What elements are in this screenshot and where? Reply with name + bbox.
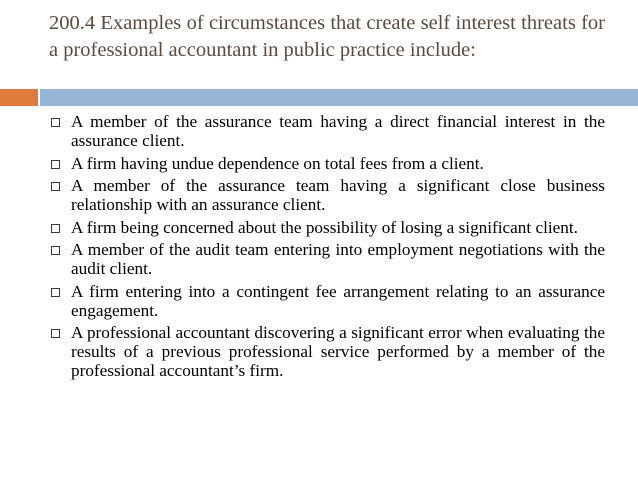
bullet-list bbox=[49, 112, 605, 384]
list-item bbox=[49, 240, 605, 278]
hollow-square-bullet-icon bbox=[51, 246, 60, 255]
bullet-text: A firm having undue dependence on total fees from a client. bbox=[71, 153, 484, 173]
list-item bbox=[49, 282, 605, 320]
hollow-square-bullet-icon bbox=[51, 329, 60, 338]
bullet-text: A firm being concerned about the possibility of losing a significant client. bbox=[71, 217, 578, 237]
divider-accent-bar bbox=[0, 89, 38, 106]
list-item bbox=[49, 112, 605, 150]
hollow-square-bullet-icon bbox=[51, 224, 60, 233]
hollow-square-bullet-icon bbox=[51, 160, 60, 169]
bullet-text: A member of the assurance team having a significant close business relationship with an assurance client. bbox=[71, 176, 605, 214]
list-item bbox=[49, 323, 605, 380]
bullet-text: A member of the assurance team having a direct financial interest in the assurance client. bbox=[71, 112, 605, 150]
list-item bbox=[49, 154, 605, 173]
bullet-text: A professional accountant discovering a significant error when evaluating the results of a previous professional service performed by a member of the professional accountant’s firm. bbox=[71, 323, 605, 380]
bullet-text: A member of the audit team entering into employment negotiations with the audit client. bbox=[71, 240, 605, 278]
slide-title: 200.4 Examples of circumstances that create self interest threats for a professional accountant in public practice include: bbox=[49, 12, 605, 61]
hollow-square-bullet-icon bbox=[51, 288, 60, 297]
hollow-square-bullet-icon bbox=[51, 182, 60, 191]
list-item bbox=[49, 176, 605, 214]
list-item bbox=[49, 218, 605, 237]
divider-blue-bar bbox=[40, 89, 638, 106]
bullet-text: A firm entering into a contingent fee arrangement relating to an assurance engagement. bbox=[71, 281, 605, 320]
hollow-square-bullet-icon bbox=[51, 118, 60, 127]
